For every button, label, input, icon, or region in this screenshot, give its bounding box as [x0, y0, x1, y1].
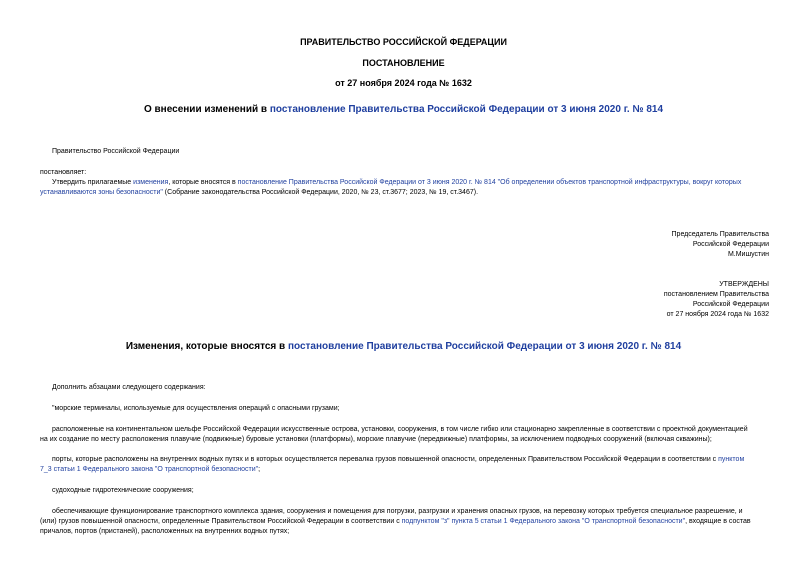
changes-title-prefix: Изменения, которые вносятся в	[125, 341, 288, 352]
signature-name: М.Мишустин	[727, 251, 769, 258]
government-line: Правительство Российской Федерации	[52, 148, 180, 155]
resolves-line: постановляет:	[40, 169, 87, 176]
resolution-paragraph-line2: устанавливаются зоны безопасности" (Собрание законодательства Российской Федерации, 2020, № 23, ст.3677; 2023, № 19, ст.3467).	[40, 189, 479, 196]
approved-by: постановлением Правительства	[663, 291, 769, 298]
document-date-number: от 27 ноября 2024 года № 1632	[335, 78, 472, 88]
document-type: ПОСТАНОВЛЕНИЕ	[362, 58, 445, 68]
paragraph-hydro: судоходные гидротехнические сооружения;	[52, 487, 194, 494]
point-link[interactable]: пунктом	[718, 456, 745, 463]
changes-title-link[interactable]: постановление Правительства Российской Федерации от 3 июня 2020 г. № 814	[287, 341, 682, 352]
changes-intro: Дополнить абзацами следующего содержания:	[52, 384, 206, 391]
approved-date: от 27 ноября 2024 года № 1632	[666, 311, 769, 318]
signature-title: Председатель Правительства	[671, 231, 769, 238]
decree-814-link[interactable]: постановление Правительства Российской Федерации от 3 июня 2020 г. № 814 "Об определении объектов транспортной инфраструктуры, вокруг которых	[237, 179, 742, 186]
changes-title	[0, 341, 807, 352]
paragraph-marine-terminals: "морские терминалы, используемые для осуществления операций с опасными грузами;	[52, 405, 340, 412]
changes-link[interactable]: изменения	[133, 179, 169, 186]
paragraph-buildings-line1: обеспечивающие функционирование транспортного комплекса здания, сооружения и помещения для погрузки, разгрузки и хранения опасных грузов, на перевозку которых требуется специальное разрешение, и	[52, 508, 743, 515]
paragraph-buildings-line2: (или) грузов повышенной опасности, определенные Правительством Российской Федерации в соответствии с подпунктом "з" пункта 5 статьи 1 Федерального закона "О транспортной безопасности", входящие в состав	[40, 518, 751, 525]
subpoint-link[interactable]: подпунктом "з" пункта 5 статьи 1 Федерального закона "О транспортной безопасности"	[401, 518, 686, 525]
approved-label: УТВЕРЖДЕНЫ	[719, 281, 769, 288]
paragraph-shelf-line1: расположенные на континентальном шельфе Российской Федерации искусственные острова, установки, сооружения, в том числе гибко или стационарно закрепленные в соответствии с проектной документацией	[52, 426, 748, 433]
approved-org: Российской Федерации	[692, 301, 769, 308]
title-prefix: О внесении изменений в	[143, 104, 270, 115]
government-heading: ПРАВИТЕЛЬСТВО РОССИЙСКОЙ ФЕДЕРАЦИИ	[300, 37, 507, 47]
signature-org: Российской Федерации	[692, 241, 769, 248]
paragraph-buildings-line3: причалов, портов (пристаней), расположенных на внутренних водных путях;	[40, 528, 290, 535]
title-link[interactable]: постановление Правительства Российской Федерации от 3 июня 2020 г. № 814	[269, 104, 664, 115]
document-title	[0, 104, 807, 115]
resolution-paragraph-line1: Утвердить прилагаемые изменения, которые вносятся в постановление Правительства Российской Федерации от 3 июня 2020 г. № 814 "Об определении объектов транспортной инфраструктуры, вокруг которых	[52, 179, 742, 186]
paragraph-ports-line2: 7_3 статьи 1 Федерального закона "О транспортной безопасности";	[40, 466, 261, 473]
decree-814-link-cont[interactable]: устанавливаются зоны безопасности"	[40, 189, 163, 196]
paragraph-ports-line1: порты, которые расположены на внутренних водных путях и в которых осуществляется перевалка грузов повышенной опасности, определенных Правительством Российской Федерации в соответствии с пунктом	[52, 456, 745, 463]
paragraph-shelf-line2: на их создание по месту расположения плавучие (подвижные) буровые установки (платформы), морские плавучие (передвижные) платформы, за исключением подводных сооружений (включая скважины);	[40, 436, 712, 443]
federal-law-link[interactable]: 7_3 статьи 1 Федерального закона "О транспортной безопасности"	[40, 466, 259, 473]
